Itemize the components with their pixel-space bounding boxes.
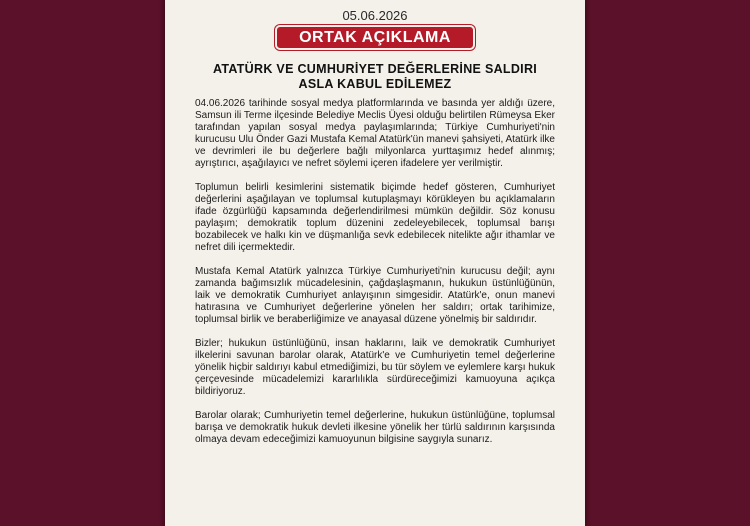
- statement-body: [195, 98, 555, 458]
- statement-document: [165, 0, 585, 526]
- paragraph: 04.06.2026 tarihinde sosyal medya platformlarında ve basında yer aldığı üzere, Samsun ili Terme ilçesinde Belediye Meclis Üyesi olduğu belirtilen Rümeysa Eker tarafından yapılan sosyal medya paylaşımlarında; Türkiye Cumhuriyeti'nin kurucusu Ulu Önder Gazi Mustafa Kemal Atatürk'ün manevi şahsiyeti, Atatürk ilke ve devrimleri ile bu değerlere bağlı milyonlarca yurttaşımız hedef alınmış; ayrıştırıcı, aşağılayıcı ve nefret söylemi içeren ifadelere yer verilmiştir.: [195, 98, 555, 169]
- paragraph: Bizler; hukukun üstünlüğünü, insan haklarını, laik ve demokratik Cumhuriyet ilkelerini savunan barolar olarak, Atatürk'e ve Cumhuriyetin temel değerlerine yönelik hiçbir saldırıyı kabul etmediğimizi, bu tür söylem ve eylemlere karşı hukuk çerçevesinde mücadelemizi kararlılıkla sürdüreceğimizi kamuoyuna açıkça bildiriyoruz.: [195, 338, 555, 397]
- paragraph: Mustafa Kemal Atatürk yalnızca Türkiye Cumhuriyeti'nin kurucusu değil; aynı zamanda bağımsızlık mücadelesinin, çağdaşlaşmanın, hukukun üstünlüğünün, laik ve demokratik Cumhuriyet anlayışının simgesidir. Atatürk'e, onun manevi hatırasına ve Cumhuriyet değerlerine yönelen her saldırı; ortak tarihimize, toplumsal birlik ve beraberliğimize ve anayasal düzene yönelmiş bir saldırıdır.: [195, 266, 555, 325]
- statement-date: 05.06.2026: [342, 8, 408, 23]
- paragraph: Toplumun belirli kesimlerini sistematik biçimde hedef gösteren, Cumhuriyet değerlerini aşağılayan ve toplumsal kutuplaşmayı körükleyen bu açıklamaların ifade özgürlüğü kapsamında değerlendirilmesi mümkün değildir. Söz konusu paylaşım; demokratik toplum düzenini zedeleyebilecek, toplumsal barışı bozabilecek ve halkı kin ve düşmanlığa sevk edebilecek nitelikte ağır ithamlar ve nefret dili içermektedir.: [195, 182, 555, 253]
- headline-line-2: ASLA KABUL EDİLEMEZ: [298, 77, 452, 91]
- joint-statement-badge: ORTAK AÇIKLAMA: [275, 25, 475, 50]
- paragraph: Barolar olarak; Cumhuriyetin temel değerlerine, hukukun üstünlüğüne, toplumsal barışa ve demokratik hukuk devleti ilkesine yönelik her türlü saldırının karşısında olmaya devam edeceğimizi kamuoyunun bilgisine saygıyla sunarız.: [195, 410, 555, 445]
- statement-headline: [185, 62, 565, 92]
- paper-shadow-right: [585, 0, 591, 526]
- headline-line-1: ATATÜRK VE CUMHURİYET DEĞERLERİNE SALDIRI: [212, 62, 538, 76]
